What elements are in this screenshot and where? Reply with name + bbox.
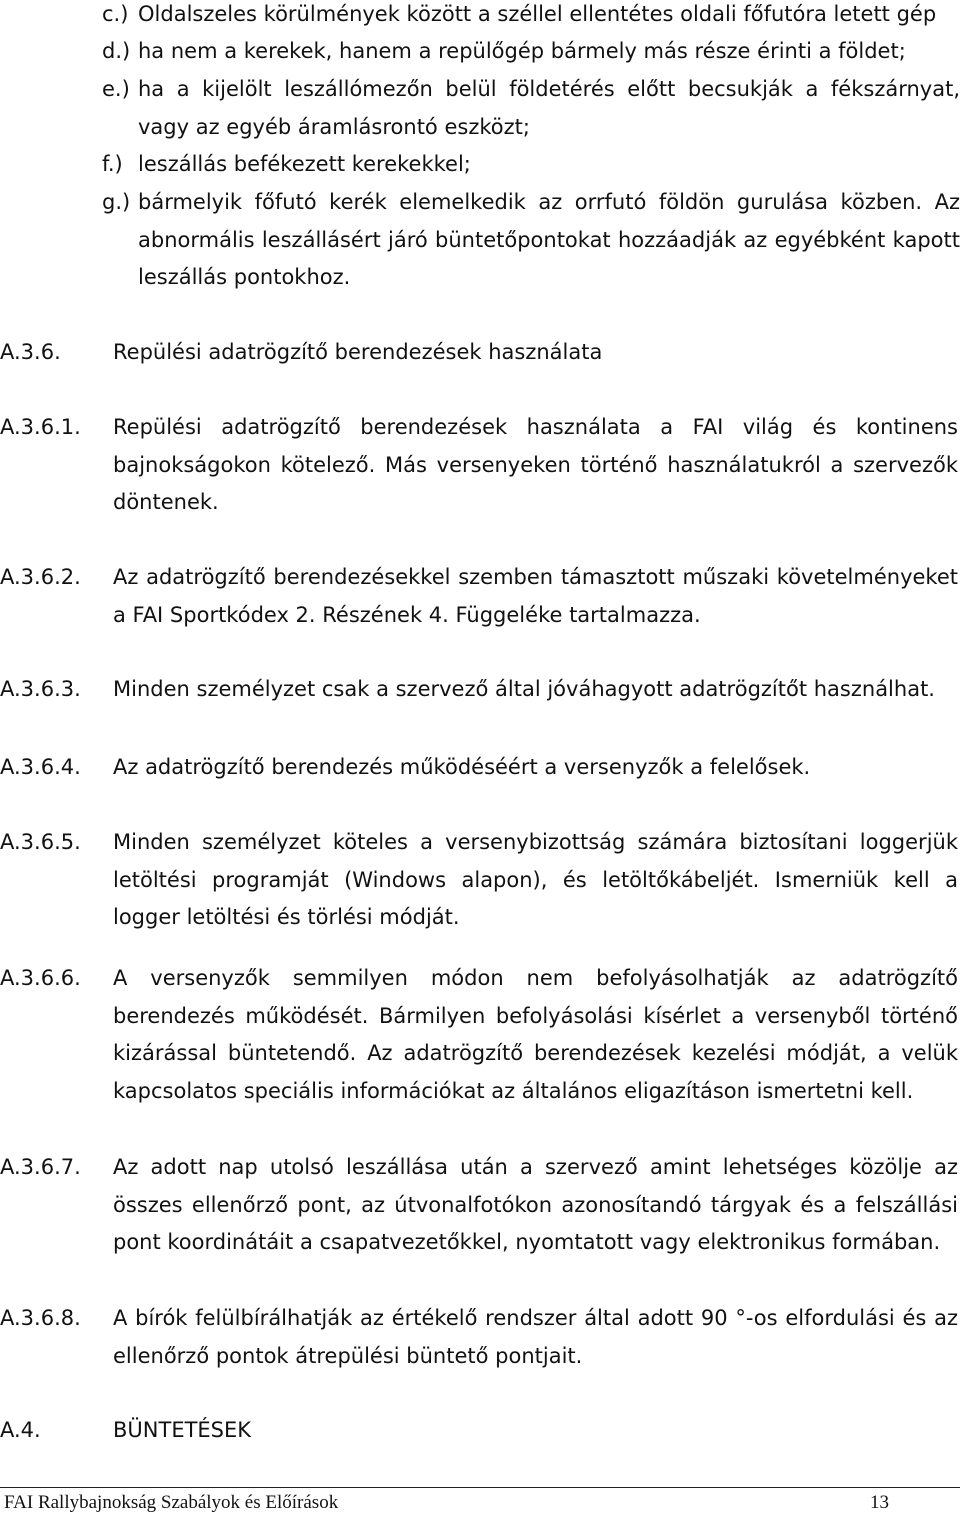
footer-divider [0,1487,960,1488]
section-text: Minden személyzet csak a szervező által jóváhagyott adatrögzítőt használhat. [113,677,935,701]
section-number: A.3.6.1. [0,415,81,439]
section-text: Az adatrögzítő berendezés működéséért a versenyzők a felelősek. [113,755,811,779]
section-number: A.4. [0,1418,41,1442]
list-text: ha a kijelölt leszállómezőn belül földetérés előtt becsukják a fékszárnyat, vagy az egyéb áramlásrontó eszközt; [138,77,960,139]
section-a-3-6-4 [0,749,960,787]
section-number: A.3.6.5. [0,830,81,854]
list-text: Oldalszeles körülmények között a széllel ellentétes oldali főfutóra letett gép [138,2,937,26]
list-item-g [102,184,960,297]
section-number: A.3.6.7. [0,1155,81,1179]
section-a-3-6 [0,334,960,372]
section-text: Az adatrögzítő berendezésekkel szemben támasztott műszaki követelményeket a FAI Sportkódex 2. Részének 4. Függeléke tartalmazza. [113,565,958,627]
section-a-3-6-1 [0,409,960,522]
section-a-3-6-3 [0,671,960,709]
section-a-3-6-2 [0,559,960,634]
list-marker: g.) [102,190,131,214]
section-a-3-6-5 [0,824,960,937]
section-text: A bírók felülbírálhatják az értékelő rendszer által adott 90 °-os elfordulási és az ellenőrző pontok átrepülési büntető pontjait. [113,1306,958,1368]
list-item-f [102,146,960,184]
section-text: Minden személyzet köteles a versenybizottság számára biztosítani loggerjük letöltési programját (Windows alapon), és letöltőkábeljét. Ismerniük kell a logger letöltési és törlési módját. [113,830,958,929]
section-number: A.3.6. [0,340,61,364]
page-number: 13 [870,1492,889,1513]
list-marker: d.) [102,39,131,63]
section-text: A versenyzők semmilyen módon nem befolyásolhatják az adatrögzítő berendezés működését. Bármilyen befolyásolási kísérlet a versenyből történő kizárással büntetendő. Az adatrögzítő berendezések kezelési módját, a velük kapcsolatos speciális információkat az általános eligazításon ismertetni kell. [113,966,958,1103]
section-a-4 [0,1412,960,1450]
section-heading: BÜNTETÉSEK [113,1418,252,1442]
section-number: A.3.6.2. [0,565,81,589]
section-a-3-6-6 [0,960,960,1110]
list-text: leszállás befékezett kerekekkel; [138,152,471,176]
section-a-3-6-7 [0,1149,960,1262]
section-number: A.3.6.3. [0,677,81,701]
section-number: A.3.6.4. [0,755,81,779]
list-item-c [102,0,960,34]
list-text: bármelyik főfutó kerék elemelkedik az orrfutó földön gurulása közben. Az abnormális leszállásért járó büntetőpontokat hozzáadják az egyébként kapott leszállás pontokhoz. [138,190,960,289]
list-marker: c.) [102,2,129,26]
list-item-e [102,71,960,146]
section-text: Repülési adatrögzítő berendezések használata a FAI világ és kontinens bajnokságokon kötelező. Más versenyeken történő használatukról a szervezők döntenek. [113,415,958,514]
list-item-d [102,33,960,71]
list-text: ha nem a kerekek, hanem a repülőgép bármely más része érinti a földet; [138,39,906,63]
footer-title: FAI Rallybajnokság Szabályok és Előírások [4,1492,339,1513]
section-number: A.3.6.6. [0,966,81,990]
section-text: Az adott nap utolsó leszállása után a szervező amint lehetséges közölje az összes ellenőrző pont, az útvonalfotókon azonosítandó tárgyak és a felszállási pont koordinátáit a csapatvezetőkkel, nyomtatott vagy elektronikus formában. [113,1155,958,1254]
list-marker: f.) [102,152,123,176]
list-marker: e.) [102,77,130,101]
section-heading: Repülési adatrögzítő berendezések használata [113,340,603,364]
section-number: A.3.6.8. [0,1306,81,1330]
section-a-3-6-8 [0,1300,960,1375]
